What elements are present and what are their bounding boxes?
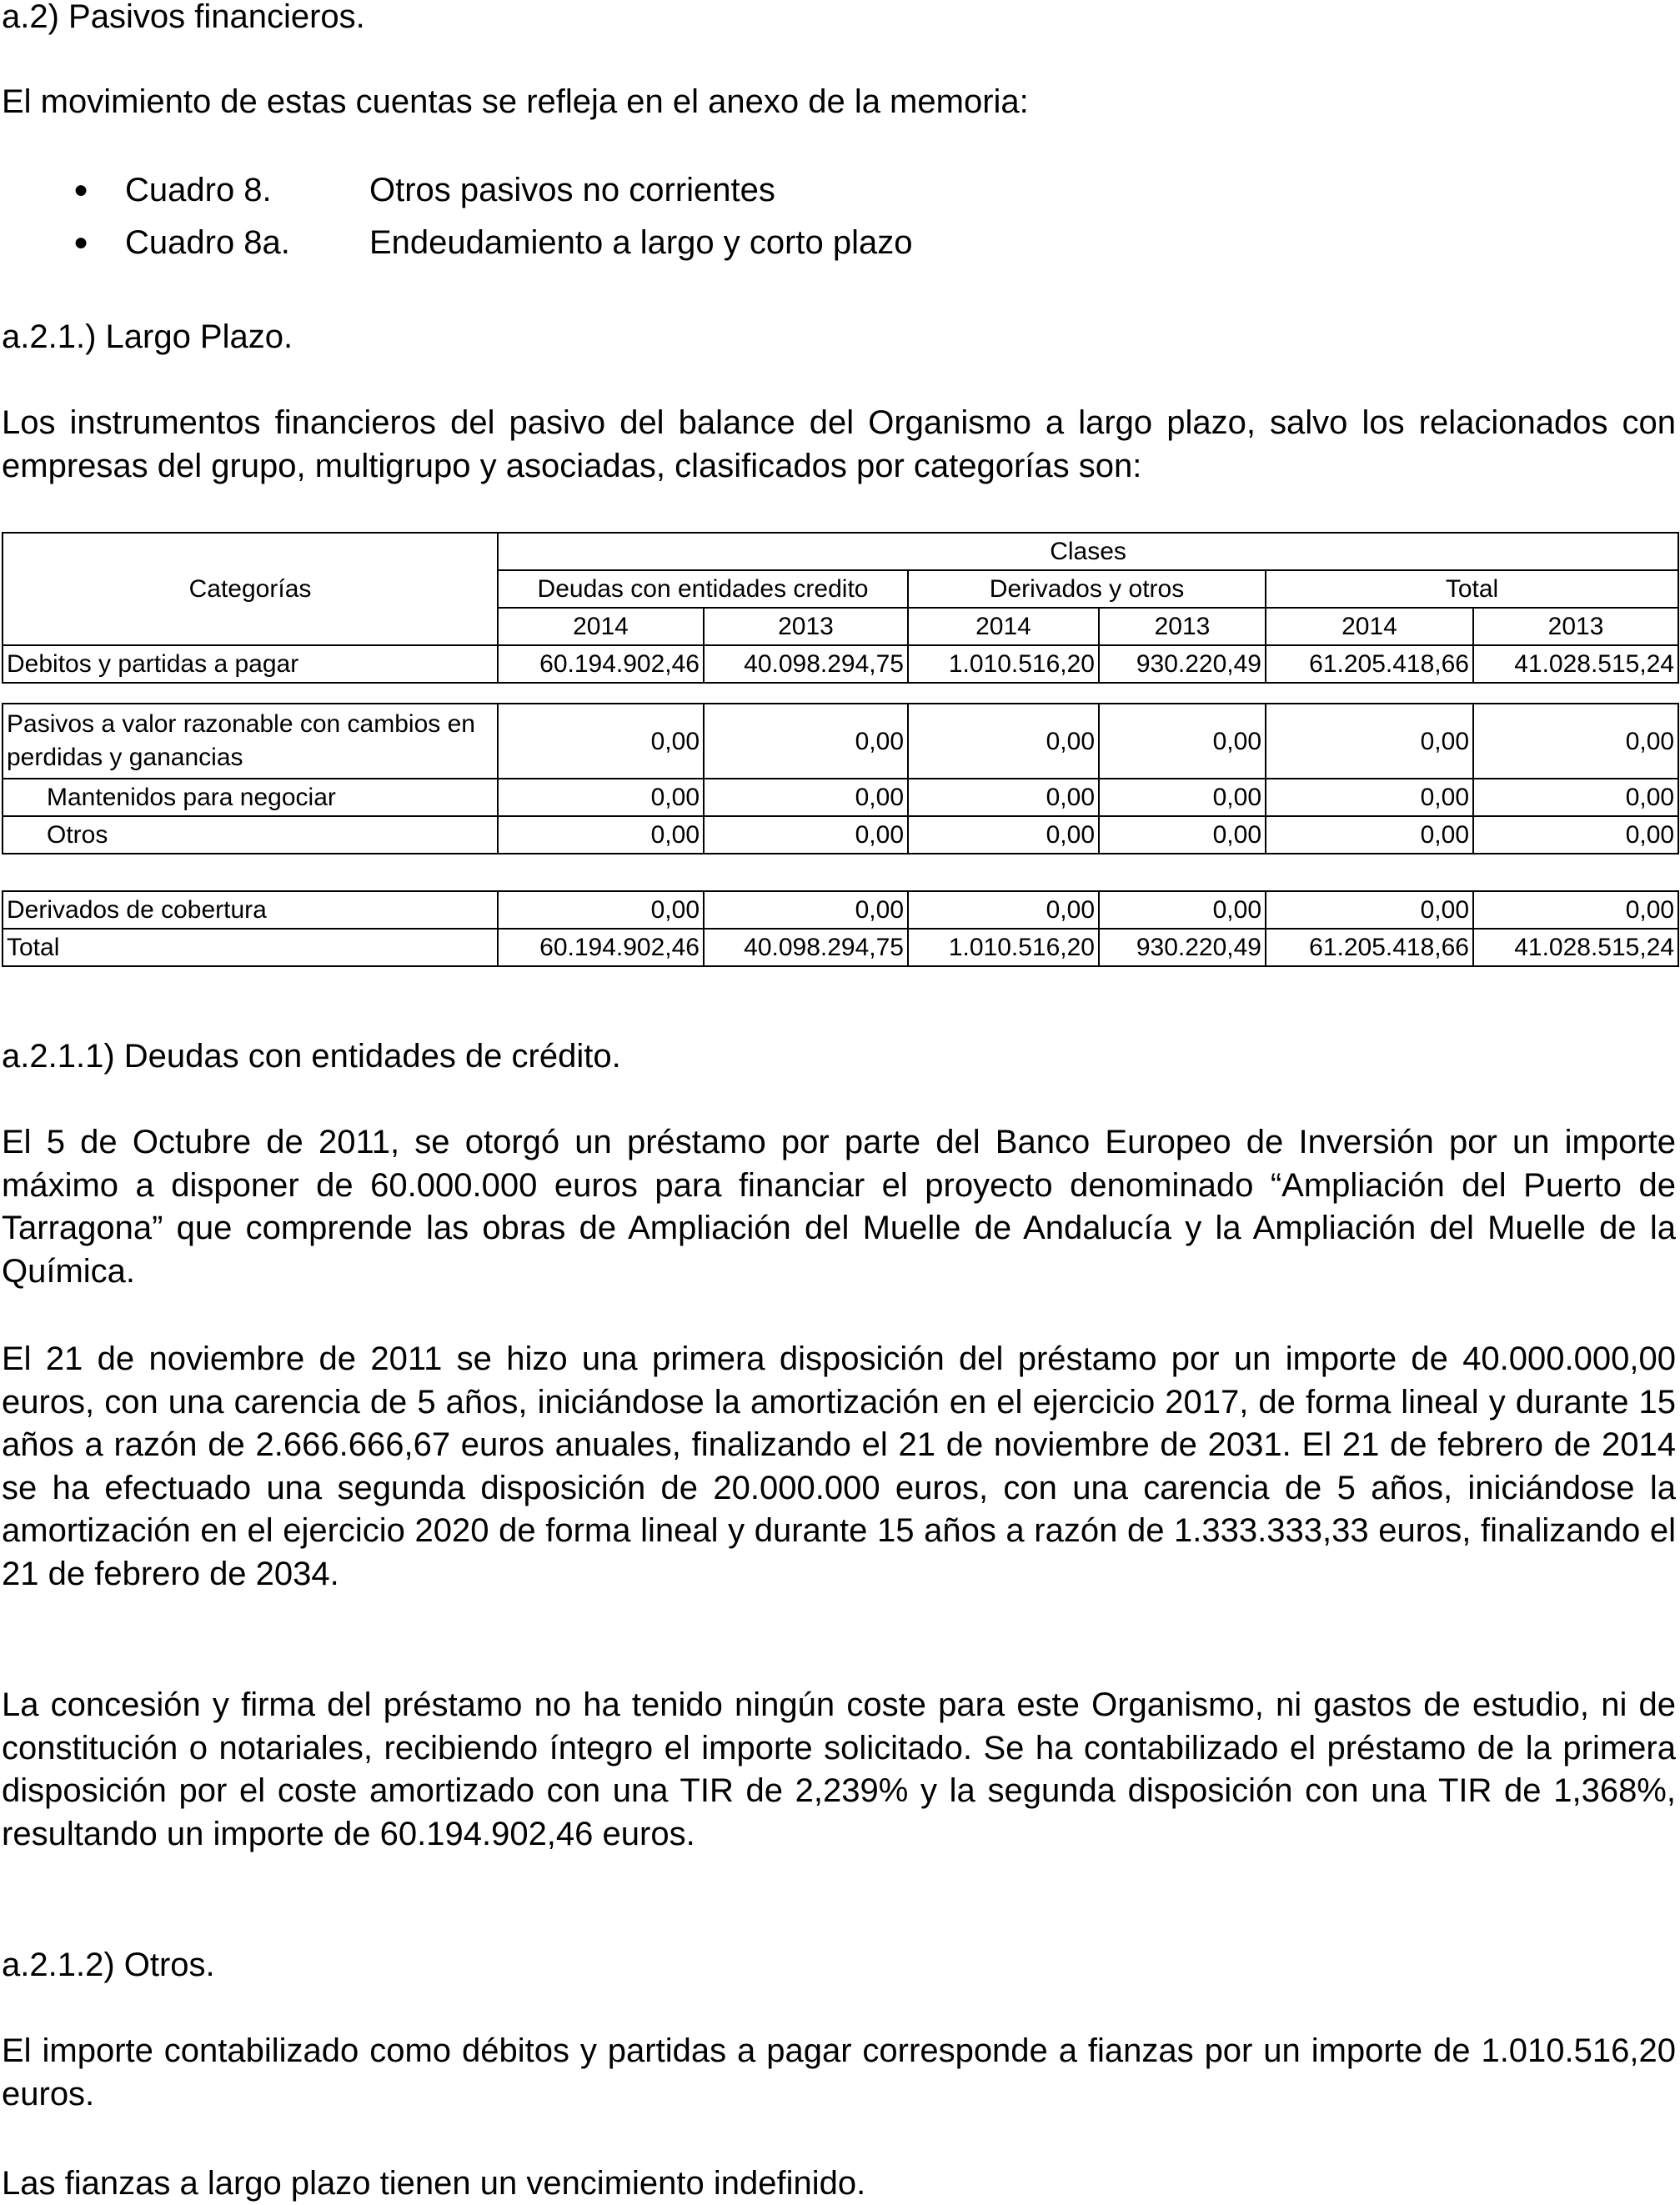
row-label: Derivados de cobertura [3,891,498,929]
table-cell: 0,00 [1099,891,1266,929]
table-row [3,779,1678,816]
table-spacer-row [3,854,1678,891]
header-deudas: Deudas con entidades credito [498,570,908,608]
table-cell: 0,00 [1099,816,1266,854]
bullet-icon: ● [73,176,89,203]
table-cell: 0,00 [498,891,704,929]
table-cell: 0,00 [908,704,1099,779]
table-cell: 0,00 [1099,704,1266,779]
table-header-row [3,533,1678,570]
table-cell: 0,00 [908,816,1099,854]
intro-paragraph: El movimiento de estas cuentas se refleja en el anexo de la memoria: [2,83,1029,120]
financial-instruments-table [2,532,1679,967]
table-cell: 41.028.515,24 [1473,929,1678,966]
bullet-number: Cuadro 8a. [125,224,290,261]
row-label: Debitos y partidas a pagar [3,645,498,683]
header-derivados: Derivados y otros [908,570,1266,608]
table-cell: 0,00 [1473,891,1678,929]
heading-pasivos-financieros: a.2) Pasivos financieros. [2,0,365,35]
table-cell: 930.220,49 [1099,645,1266,683]
table-cell: 61.205.418,66 [1266,645,1473,683]
table-cell: 0,00 [704,704,908,779]
table-cell: 0,00 [1473,779,1678,816]
table-cell: 0,00 [1266,891,1473,929]
table-total-row [3,929,1678,966]
paragraph-otros: El importe contabilizado como débitos y partidas a pagar corresponde a fianzas por un importe de 1.010.516,20 euros. [2,2032,1676,2112]
table-cell: 0,00 [1473,816,1678,854]
heading-deudas-credito: a.2.1.1) Deudas con entidades de crédito. [2,1038,621,1075]
header-year: 2014 [498,608,704,645]
bullet-text: Otros pasivos no corrientes [369,172,775,208]
table-cell: 0,00 [1266,704,1473,779]
table-cell: 41.028.515,24 [1473,645,1678,683]
table-spacer-row [3,683,1678,704]
table-cell: 40.098.294,75 [704,929,908,966]
paragraph-instrumentos: Los instrumentos financieros del pasivo del balance del Organismo a largo plazo, salvo los relacionados con empresas del grupo, multigrupo y asociadas, clasificados por categorías son: [2,404,1676,484]
bullet-number: Cuadro 8. [125,172,272,208]
table-cell: 0,00 [908,891,1099,929]
table-cell: 0,00 [1266,816,1473,854]
header-clases: Clases [498,533,1678,570]
table-cell: 0,00 [908,779,1099,816]
header-categorias: Categorías [3,533,498,645]
table-cell: 0,00 [704,779,908,816]
table-cell: 0,00 [704,891,908,929]
header-year: 2013 [1099,608,1266,645]
table-cell: 40.098.294,75 [704,645,908,683]
heading-otros: a.2.1.2) Otros. [2,1947,215,1983]
table-cell: 0,00 [1473,704,1678,779]
table-row [3,816,1678,854]
paragraph-prestamo: El 5 de Octubre de 2011, se otorgó un préstamo por parte del Banco Europeo de Inversión por un importe máximo a disponer de 60.000.000 euros para financiar el proyecto denominado “Ampliación del Puerto de Tarragona” que comprende las obras de Ampliación del Muelle de Andalucía y la Ampliación del Muelle de la Química. [2,1124,1676,1290]
table-cell: 60.194.902,46 [498,645,704,683]
table-cell: 0,00 [1266,779,1473,816]
table-cell: 61.205.418,66 [1266,929,1473,966]
paragraph-disposicion: El 21 de noviembre de 2011 se hizo una primera disposición del préstamo por un importe de 40.000.000,00 euros, con una carencia de 5 años, iniciándose la amortización en el ejercicio 2017, de forma lineal y durante 15 años a razón de 2.666.666,67 euros anuales, finalizando el 21 de noviembre de 2031. El 21 de febrero de 2014 se ha efectuado una segunda disposición de 20.000.000 euros, con una carencia de 5 años, iniciándose la amortización en el ejercicio 2020 de forma lineal y durante 15 años a razón de 1.333.333,33 euros, finalizando el 21 de febrero de 2034. [2,1341,1676,1592]
row-label: Mantenidos para negociar [3,779,498,816]
row-label: Total [3,929,498,966]
bullet-text: Endeudamiento a largo y corto plazo [369,224,913,261]
header-year: 2014 [1266,608,1473,645]
header-total: Total [1266,570,1678,608]
table-cell: 0,00 [498,816,704,854]
table-cell: 1.010.516,20 [908,645,1099,683]
table-cell: 0,00 [498,704,704,779]
paragraph-concesion: La concesión y firma del préstamo no ha tenido ningún coste para este Organismo, ni gastos de estudio, ni de constitución o notariales, recibiendo íntegro el importe solicitado. Se ha contabilizado el préstamo de la primera disposición por el coste amortizado con una TIR de 2,239% y la segunda disposición con una TIR de 1,368%, resultando un importe de 60.194.902,46 euros. [2,1686,1676,1852]
table-cell: 0,00 [1099,779,1266,816]
header-year: 2014 [908,608,1099,645]
row-label: Otros [3,816,498,854]
table-row [3,645,1678,683]
row-label: Pasivos a valor razonable con cambios en perdidas y ganancias [3,704,498,779]
table-row [3,704,1678,779]
table-cell: 0,00 [704,816,908,854]
table-cell: 1.010.516,20 [908,929,1099,966]
table-cell: 0,00 [498,779,704,816]
table-cell: 60.194.902,46 [498,929,704,966]
paragraph-fianzas: Las fianzas a largo plazo tienen un vencimiento indefinido. [2,2165,866,2202]
heading-largo-plazo: a.2.1.) Largo Plazo. [2,318,293,355]
header-year: 2013 [704,608,908,645]
table-row [3,891,1678,929]
table-cell: 930.220,49 [1099,929,1266,966]
header-year: 2013 [1473,608,1678,645]
bullet-icon: ● [73,228,89,256]
